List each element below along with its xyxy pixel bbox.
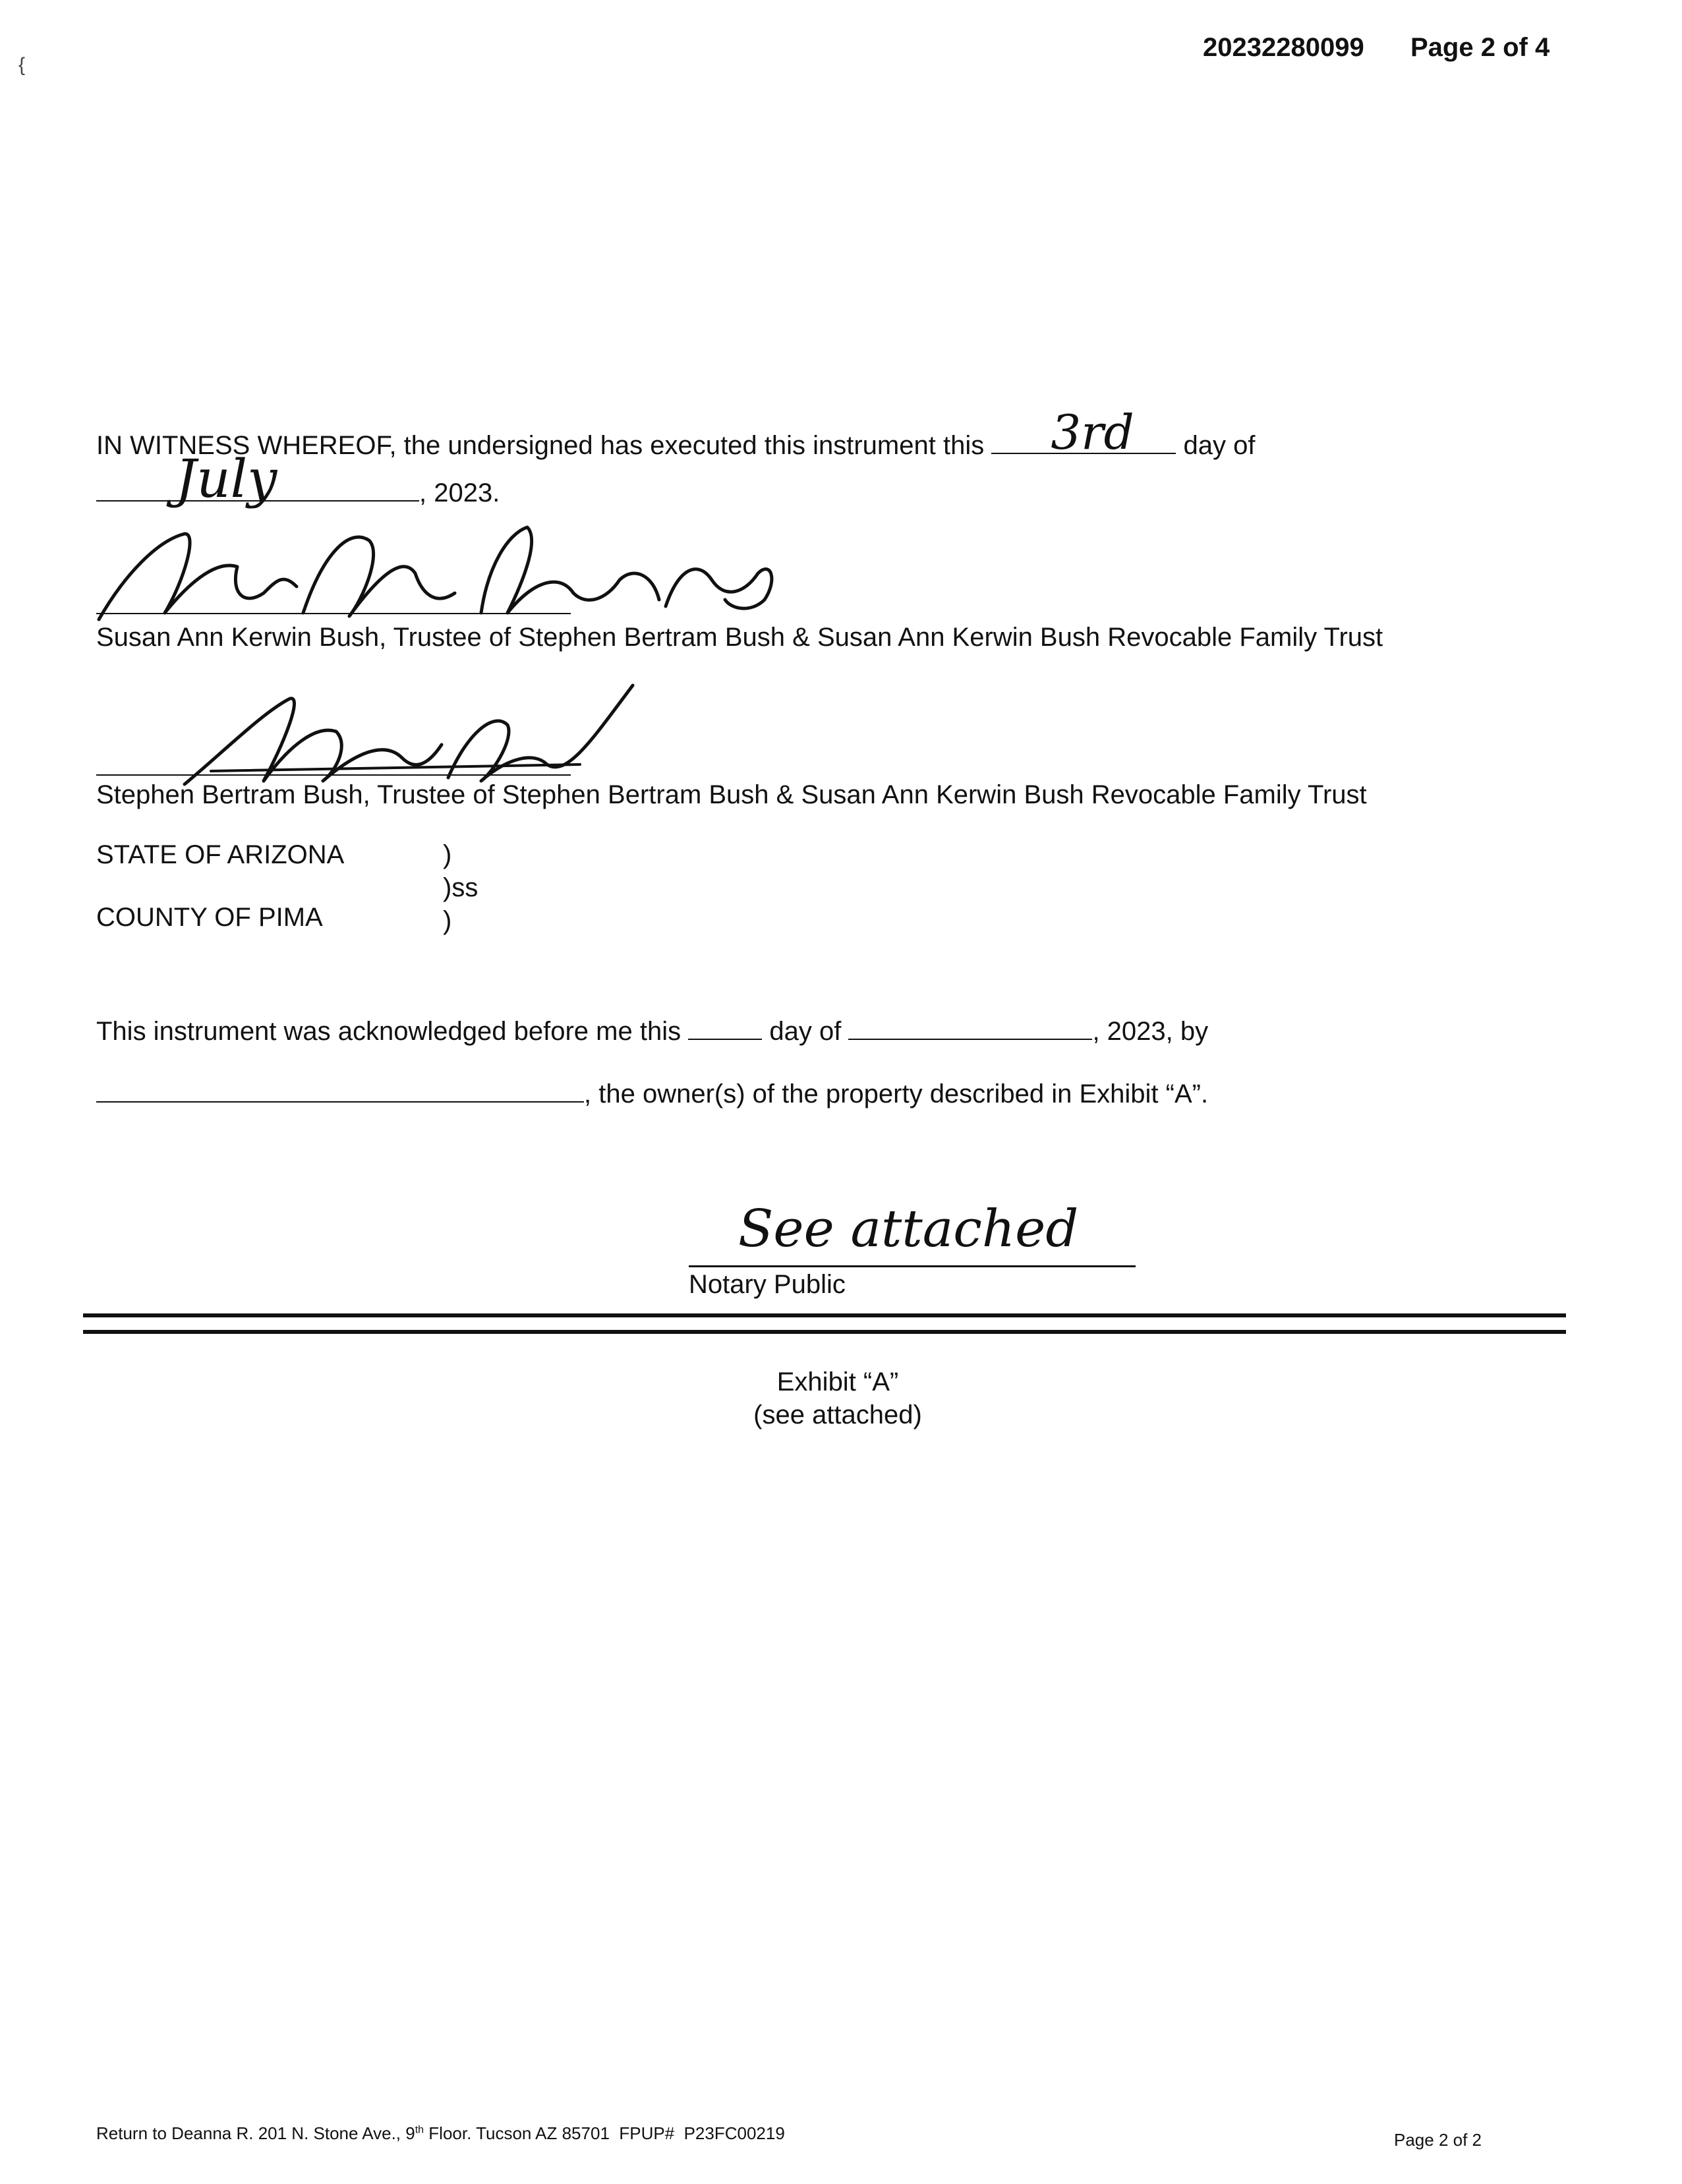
signature-line-1 [96,613,571,614]
ack-day-blank [688,1038,762,1040]
county-label: COUNTY OF PIMA [96,903,323,932]
notary-signature-line [689,1265,1136,1267]
exhibit-title: Exhibit “A” [776,1367,899,1396]
footer-page-label: Page 2 of 2 [1394,2130,1482,2150]
venue-paren-1: ) [443,840,452,869]
ack-text-c: , 2023, by [1092,1017,1209,1046]
witness-text: IN WITNESS WHEREOF, the undersigned has executed this instrument this [96,431,985,460]
footer-return-a: Return to Deanna R. 201 N. Stone Ave., 9 [96,2123,415,2143]
footer-return-b: Floor. Tucson AZ 85701 FPUP# P23FC00219 [424,2123,785,2143]
state-label: STATE OF ARIZONA [96,840,345,869]
header-page-label: Page 2 of 4 [1410,33,1550,62]
ack-text-owner: , the owner(s) of the property described in Exhibit “A”. [584,1079,1209,1108]
day-handwritten: 3rd [1051,405,1134,460]
year-text: , 2023. [419,478,500,507]
ack-month-blank [848,1038,1092,1040]
signer-caption-2: Stephen Bertram Bush, Trustee of Stephen Bertram Bush & Susan Ann Kerwin Bush Revocable Family Trust [96,780,1367,809]
venue-paren-2: ) [443,906,452,935]
ack-owner-blank [96,1101,584,1103]
exhibit-wrap-2 [0,1400,1682,1430]
notary-handwritten: See attached [738,1199,1079,1259]
notary-label: Notary Public [689,1270,846,1299]
ack-text-a: This instrument was acknowledged before me this [96,1017,682,1046]
signature-stephen [171,672,646,797]
exhibit-subtitle: (see attached) [753,1400,922,1429]
day-of-text: day of [1183,431,1256,460]
venue-ss: )ss [443,873,478,902]
ack-text-b: day of [769,1017,842,1046]
exhibit-wrap-1 [0,1367,1682,1397]
signature-line-2 [96,774,571,776]
month-handwritten: July [175,448,277,509]
day-blank [991,405,1176,460]
acknowledgment-line-1 [96,1017,1208,1047]
separator-rule-top [83,1313,1566,1317]
scan-mark: { [18,54,26,76]
signer-caption-1: Susan Ann Kerwin Bush, Trustee of Stephen Bertram Bush & Susan Ann Kerwin Bush Revocable Family Trust [96,623,1383,652]
separator-rule-bottom [83,1330,1566,1334]
footer-return-to [96,2123,785,2144]
footer-return-sup: th [415,2124,424,2136]
acknowledgment-line-2 [96,1079,1208,1109]
document-number: 20232280099 [1203,33,1364,62]
